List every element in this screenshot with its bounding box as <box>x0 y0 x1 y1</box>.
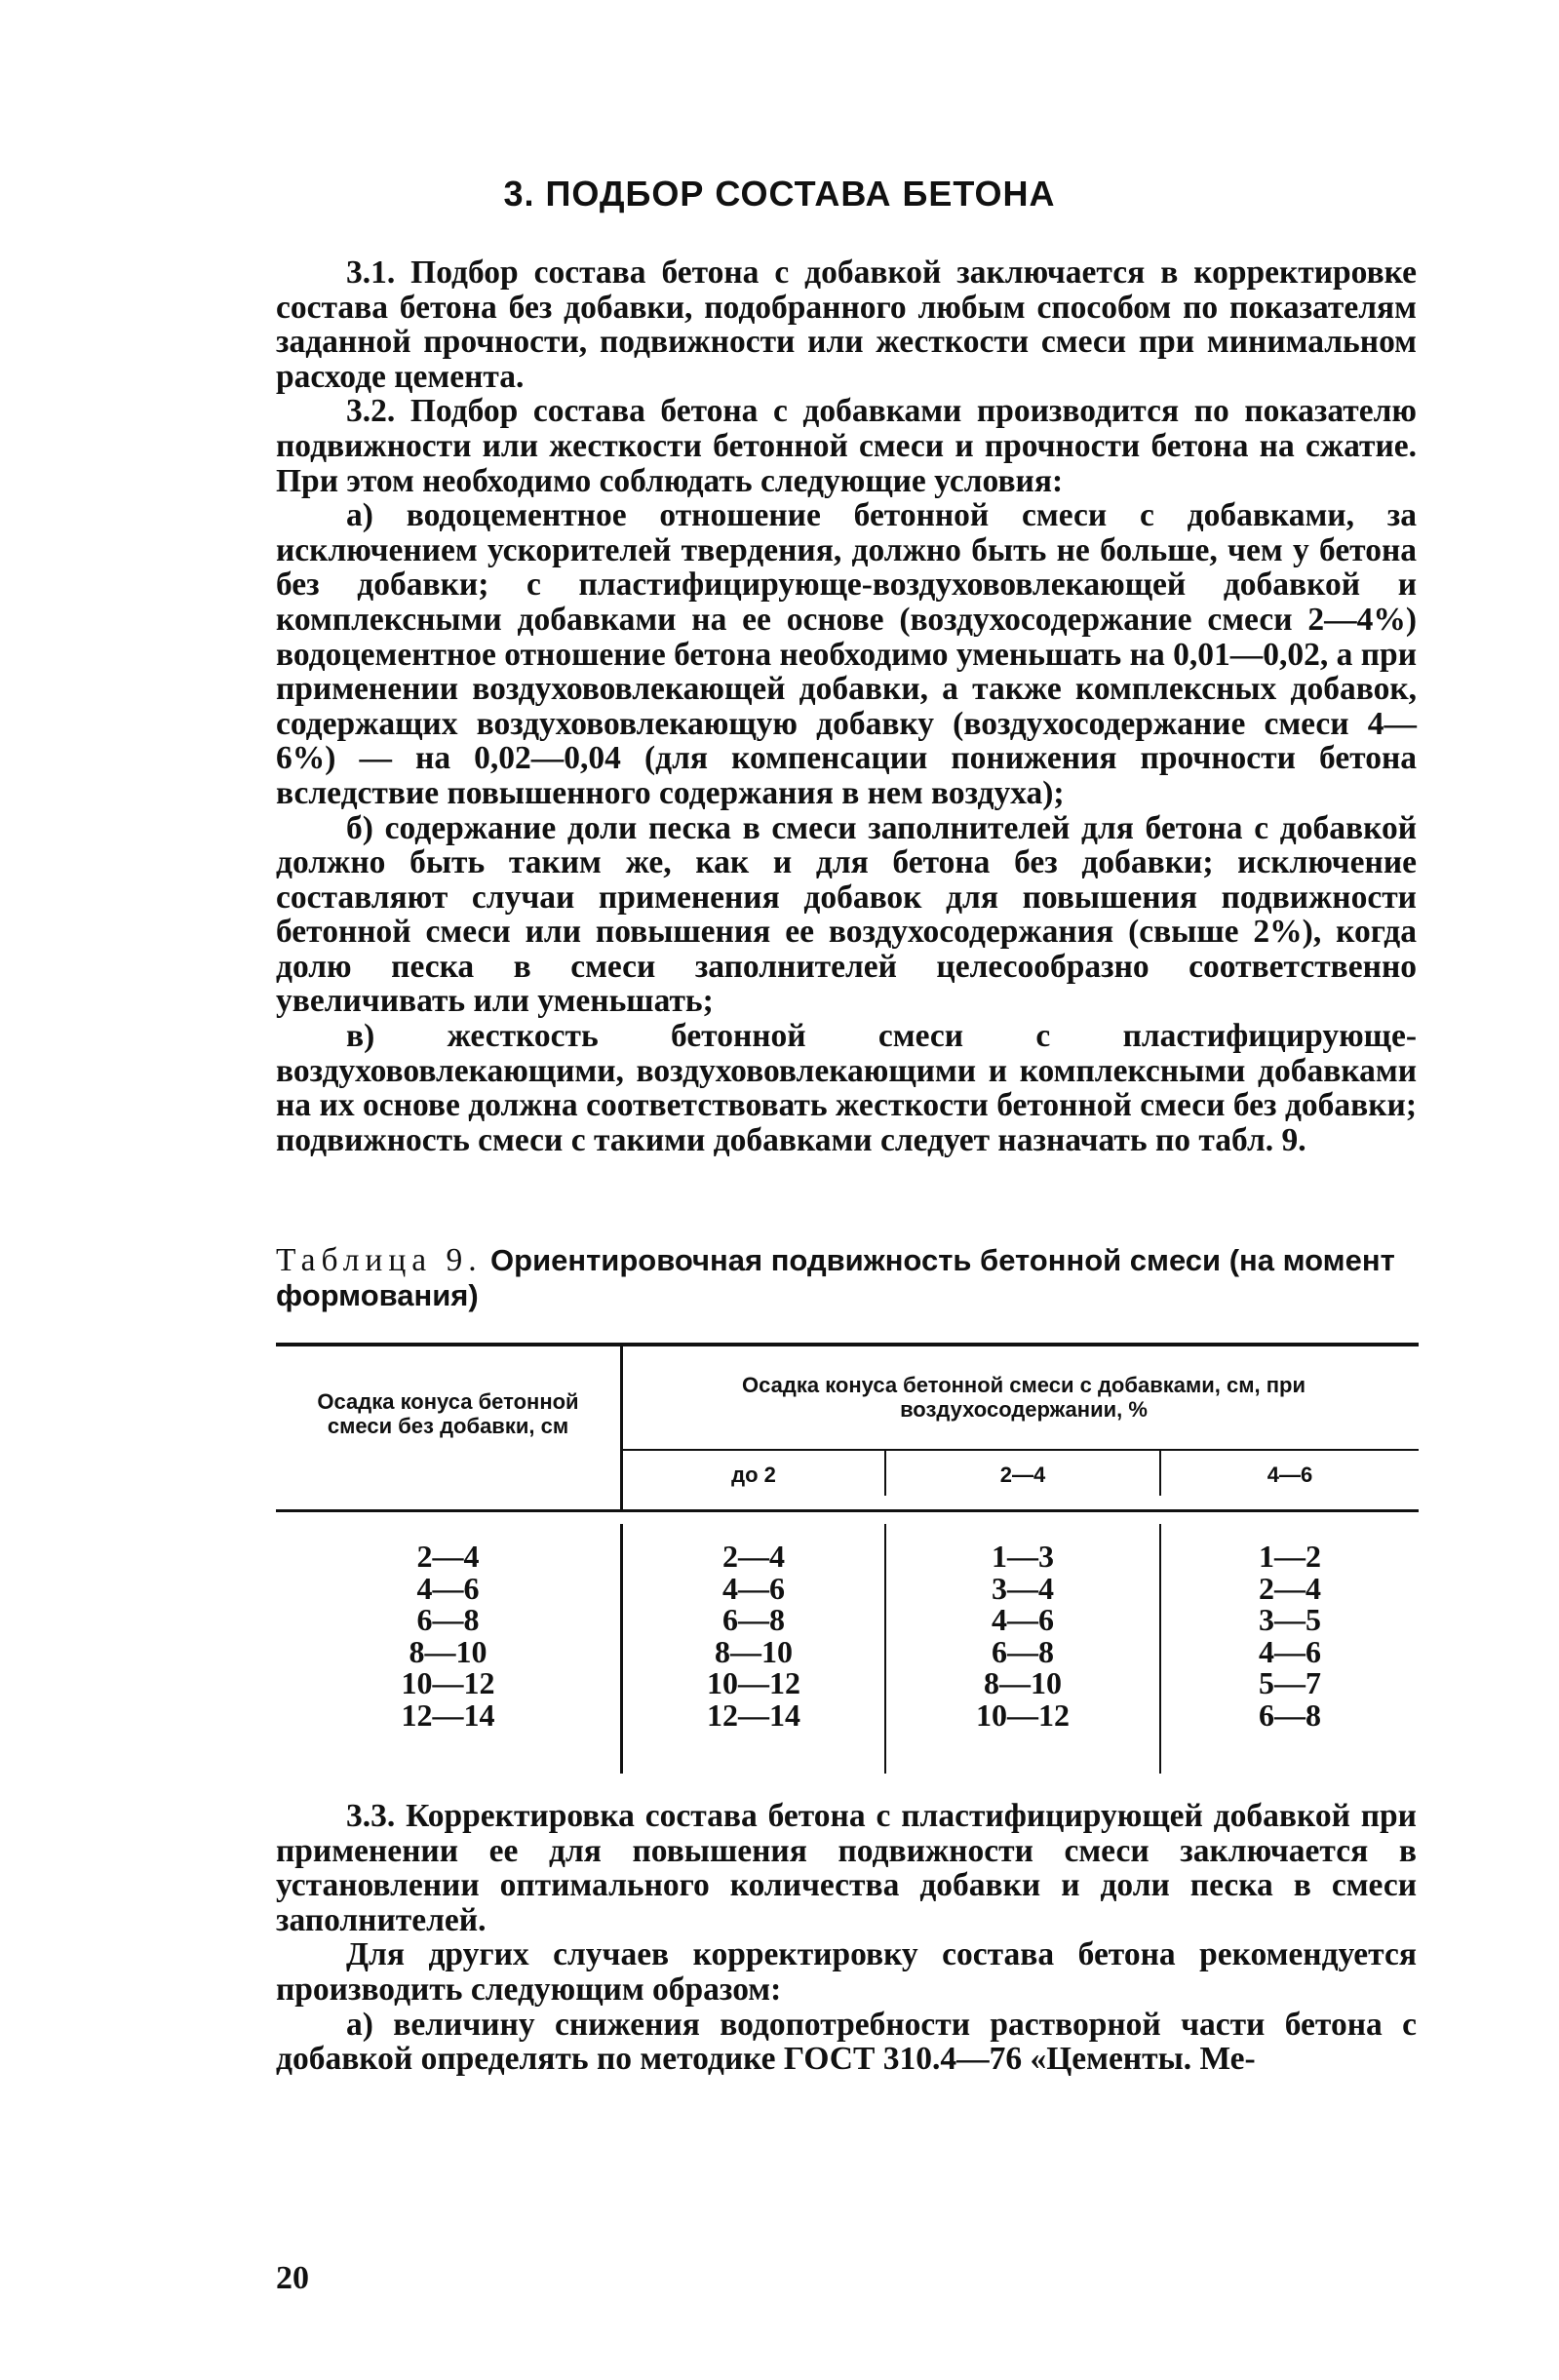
table-cell: 2—4 <box>1259 1570 1321 1606</box>
paragraph-item-a2: а) величину снижения водопотребности растворной части бетона с добавкой определять по методике ГОСТ 310.4—76 «Цементы. Ме- <box>276 2006 1417 2078</box>
table-cell: 1—3 <box>992 1539 1054 1574</box>
table-cell: 12—14 <box>401 1697 495 1733</box>
table-column-upto-2 <box>623 1541 884 1732</box>
table-cell: 4—6 <box>722 1570 785 1606</box>
table-cell: 8—10 <box>984 1665 1062 1701</box>
table-cell: 4—6 <box>416 1570 480 1606</box>
table-cell: 6—8 <box>1259 1697 1321 1733</box>
paragraph-3-3: 3.3. Корректировка состава бетона с пластифицирующей добавкой при применении ее для повышения подвижности смеси заключается в установлении оптимального количества добавки и доли песка в смеси заполнителей. <box>276 1798 1417 1938</box>
table-caption <box>276 1243 1417 1313</box>
table-cell: 6—8 <box>416 1602 480 1638</box>
table-cell: 8—10 <box>715 1633 793 1669</box>
table-column-2-4 <box>886 1541 1159 1732</box>
table-cell: 10—12 <box>401 1665 495 1701</box>
table-caption-lead: Таблица 9. <box>276 1242 483 1278</box>
table-cell: 2—4 <box>722 1539 785 1574</box>
table-cell: 4—6 <box>992 1602 1054 1638</box>
paragraph-item-b: б) содержание доли песка в смеси заполнителей для бетона с добавкой должно быть таким же, как и для бетона без добавки; исключение составляют случаи применения добавок для повышения подвижности бетонной смеси или повышения ее воздухосодержания (свыше 2%), когда долю песка в смеси заполнителей целесообразно соответственно увеличивать или уменьшать; <box>276 809 1417 1020</box>
table-cell: 3—5 <box>1259 1602 1321 1638</box>
paragraph-item-a: а) водоцементное отношение бетонной смеси с добавками, за исключением ускорителей твердения, должно быть не больше, чем у бетона без добавки; с пластифицирующе-воздухововлекающей добавкой и комплексными добавками на ее основе (воздухосодержание смеси 2—4%) водоцементное отношение бетона необходимо уменьшать на 0,01—0,02, а при применении воздухововлекающей добавки, а также комплексных добавок, содержащих воздухововлекающую добавку (воздухосодержание смеси 4—6%) — на 0,02—0,04 (для компенсации понижения прочности бетона вследствие повышенного содержания в нем воздуха); <box>276 497 1417 811</box>
table-header-left: Осадка конуса бетонной смеси без добавки, см <box>317 1389 579 1438</box>
table-cell: 4—6 <box>1259 1633 1321 1669</box>
table-subheader-rule <box>623 1449 1419 1451</box>
page-number: 20 <box>276 2260 309 2296</box>
table-subheader-3: 4—6 <box>1267 1463 1313 1487</box>
table-column-4-6 <box>1161 1541 1419 1732</box>
section-heading: 3. ПОДБОР СОСТАВА БЕТОНА <box>503 174 1056 214</box>
table-cell: 6—8 <box>992 1633 1054 1669</box>
table-cell: 6—8 <box>722 1602 785 1638</box>
table-cell: 10—12 <box>976 1697 1070 1733</box>
body-text-top <box>276 255 1417 1157</box>
paragraph-other-cases: Для других случаев корректировку состава бетона рекомендуется производить следующим образом: <box>276 1936 1417 2008</box>
table-cell: 12—14 <box>707 1697 800 1733</box>
table-subheader-1: до 2 <box>731 1463 776 1487</box>
table-header-group: Осадка конуса бетонной смеси с добавками, см, при воздухосодержании, % <box>742 1373 1306 1422</box>
table-header-bottom-rule <box>276 1509 1419 1512</box>
table-cell: 8—10 <box>409 1633 487 1669</box>
body-text-bottom <box>276 1799 1417 2077</box>
table-subheader-2: 2—4 <box>999 1463 1046 1487</box>
paragraph-item-v: в) жесткость бетонной смеси с пластифицирующе-воздухововлекающими, воздухововлекающими и комплексными добавками на их основе должна соответствовать жесткости бетонной смеси без добавки; подвижность смеси с такими добавками следует назначать по табл. 9. <box>276 1018 1417 1158</box>
table-caption-title: Ориентировочная подвижность бетонной смеси (на момент формования) <box>276 1243 1395 1312</box>
table-cell: 5—7 <box>1259 1665 1321 1701</box>
table-column-base <box>276 1541 620 1732</box>
paragraph-3-1: 3.1. Подбор состава бетона с добавкой заключается в корректировке состава бетона без добавки, подобранного любым способом по показателям заданной прочности, подвижности или жесткости смеси при минимальном расходе цемента. <box>276 254 1417 395</box>
table-cell: 1—2 <box>1259 1539 1321 1574</box>
table-top-rule <box>276 1343 1419 1346</box>
table-cell: 3—4 <box>992 1570 1054 1606</box>
table-cell: 10—12 <box>707 1665 800 1701</box>
paragraph-3-2: 3.2. Подбор состава бетона с добавками производится по показателю подвижности или жесткости бетонной смеси и прочности бетона на сжатие. При этом необходимо соблюдать следующие условия: <box>276 393 1417 499</box>
table-cell: 2—4 <box>416 1539 480 1574</box>
